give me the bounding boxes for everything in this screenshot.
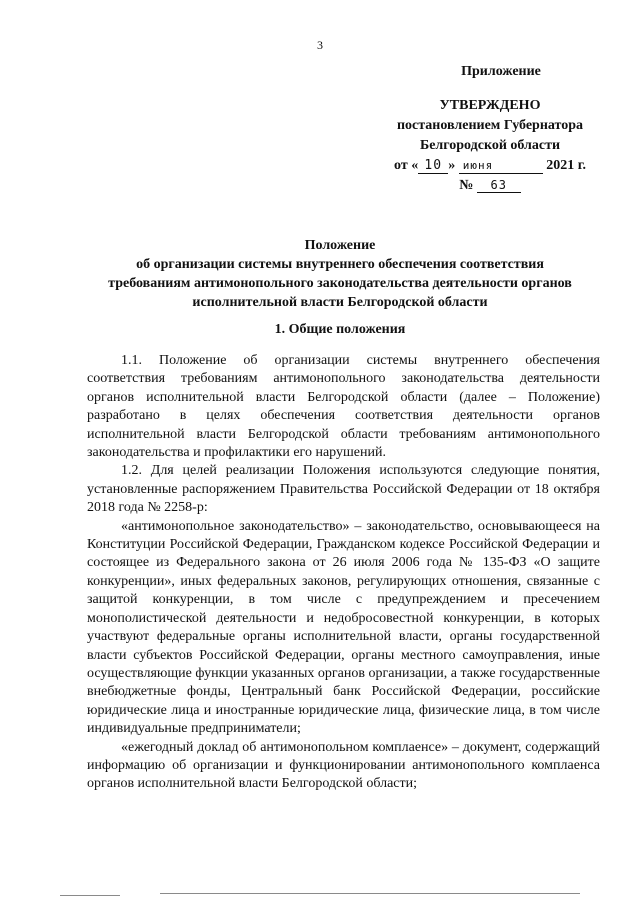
region-line: Белгородской области: [419, 138, 561, 153]
title-line-3: требованиям антимонопольного законодательства деятельности органов: [108, 276, 572, 291]
page-number: 3: [317, 38, 323, 52]
approval-number: [380, 176, 600, 196]
approved-by-line: постановлением Губернатора: [396, 118, 584, 133]
section-heading: 1. Общие положения: [274, 322, 406, 337]
body-text: [87, 352, 600, 794]
scan-artifact-line-short: [60, 895, 120, 896]
scan-artifact-line: [160, 893, 580, 894]
title-line-1: Положение: [304, 238, 376, 253]
title-line-2: об организации системы внутреннего обеспечения соответствия: [136, 257, 544, 272]
date-prefix: от «: [394, 158, 419, 173]
date-month: июня: [459, 159, 543, 174]
definition-antimonopoly-law: «антимонопольное законодательство» – законодательство, основывающееся на Конституции Российской Федерации, Гражданском кодексе Российской Федерации и состоящее из Федерального закона от 26 июля 2006 года № 135-ФЗ «О защите конкуренции», иных федеральных законов, регулирующих отношения, связанные с защитой конкуренции, в том числе с предупреждением и пресечением монополистической деятельности и недобросовестной конкуренции, в которых участвуют федеральные органы исполнительной власти, органы государственной власти субъектов Российской Федерации, органы местного самоуправления, иные осуществляющие функции указанных органов организации, а также государственные внебюджетные фонды, Центральный банк Российской Федерации, российские юридические лица и иностранные юридические лица, физические лица, в том числе индивидуальные предприниматели;: [87, 518, 600, 737]
approval-block: [380, 62, 600, 196]
date-mid: »: [448, 158, 456, 173]
date-day: 10: [418, 159, 448, 174]
document-title: [60, 236, 620, 312]
paragraph-1-1: 1.1. Положение об организации системы внутреннего обеспечения соответствия требованиям антимонопольного законодательства деятельности органов исполнительной власти Белгородской области (далее – Положение) разработано в целях обеспечения соответствия деятельности органов исполнительной власти Белгородской области требованиям антимонопольного законодательства и профилактики его нарушений.: [87, 353, 600, 461]
approved-label: УТВЕРЖДЕНО: [439, 98, 541, 113]
approval-date: [380, 156, 600, 176]
paragraph-1-2: 1.2. Для целей реализации Положения используются следующие понятия, установленные распоряжением Правительства Российской Федерации от 18 октября 2018 года № 2258-р:: [87, 463, 600, 516]
date-year: 2021 г.: [546, 158, 586, 173]
number-value: 63: [477, 178, 521, 193]
title-line-4: исполнительной власти Белгородской области: [192, 295, 488, 310]
definition-annual-report: «ежегодный доклад об антимонопольном комплаенсе» – документ, содержащий информацию об организации и функционировании антимонопольного комплаенса органов исполнительной власти Белгородской области;: [87, 739, 600, 792]
number-label: №: [459, 178, 474, 193]
annex-label: Приложение: [461, 64, 541, 79]
